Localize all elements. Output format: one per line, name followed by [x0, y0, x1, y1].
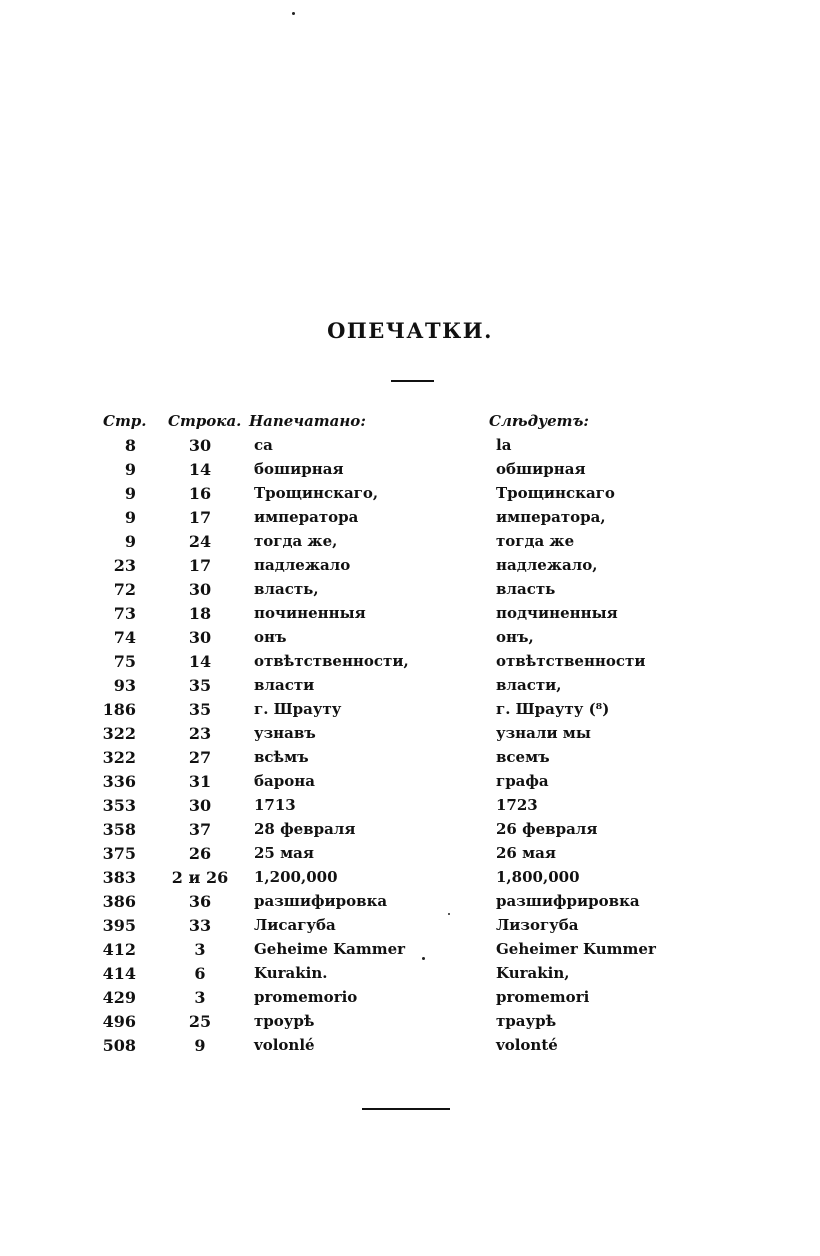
cell-printed: троурѣ [254, 1012, 315, 1030]
cell-should-be: Geheimer Kummer [496, 940, 656, 958]
cell-should-be: Лизогуба [496, 916, 579, 934]
cell-should-be: графа [496, 772, 549, 790]
cell-should-be: Kurakin, [496, 964, 570, 982]
cell-page: 9 [124, 508, 136, 527]
header-should-be: Слѣдуетъ: [489, 412, 589, 430]
cell-should-be: всемъ [496, 748, 550, 766]
cell-page: 395 [102, 916, 136, 935]
errata-row [0, 1010, 820, 1034]
cell-printed: боширная [254, 460, 344, 478]
cell-page: 74 [113, 628, 136, 647]
errata-row [0, 674, 820, 698]
cell-printed: Geheime Kammer [254, 940, 406, 958]
cell-should-be: онъ, [496, 628, 534, 646]
errata-row [0, 434, 820, 458]
errata-row [0, 578, 820, 602]
cell-page: 73 [113, 604, 136, 623]
cell-page: 75 [113, 652, 136, 671]
errata-table-header [0, 412, 820, 434]
errata-row [0, 626, 820, 650]
cell-line: 26 [188, 844, 212, 863]
errata-table-body [0, 434, 820, 1058]
errata-row [0, 770, 820, 794]
errata-row [0, 938, 820, 962]
cell-line: 31 [188, 772, 212, 791]
cell-printed: тогда же, [254, 532, 338, 550]
errata-row [0, 1034, 820, 1058]
cell-should-be: 1723 [496, 796, 538, 814]
errata-row [0, 554, 820, 578]
cell-printed: Kurakin. [254, 964, 328, 982]
cell-printed: 25 мая [254, 844, 314, 862]
cell-page: 93 [113, 676, 136, 695]
cell-should-be: la [496, 436, 512, 454]
cell-should-be: узнали мы [496, 724, 591, 742]
cell-printed: узнавъ [254, 724, 316, 742]
cell-printed: власти [254, 676, 315, 694]
cell-printed: 1713 [254, 796, 296, 814]
cell-page: 353 [102, 796, 136, 815]
cell-page: 9 [124, 460, 136, 479]
errata-row [0, 746, 820, 770]
cell-line: 23 [188, 724, 212, 743]
cell-should-be: траурѣ [496, 1012, 557, 1030]
cell-line: 2 и 26 [171, 868, 229, 887]
cell-line: 24 [188, 532, 212, 551]
cell-line: 30 [188, 436, 212, 455]
errata-row [0, 482, 820, 506]
cell-should-be: 26 мая [496, 844, 556, 862]
cell-line: 16 [188, 484, 212, 503]
cell-page: 412 [102, 940, 136, 959]
cell-line: 35 [188, 676, 212, 695]
errata-row [0, 458, 820, 482]
cell-printed: падлежало [254, 556, 351, 574]
cell-printed: власть, [254, 580, 319, 598]
cell-printed: починенныя [254, 604, 366, 622]
cell-should-be: Трощинскаго [496, 484, 615, 502]
cell-should-be: императора, [496, 508, 606, 526]
cell-page: 8 [124, 436, 136, 455]
cell-should-be: 26 февраля [496, 820, 598, 838]
cell-line: 6 [194, 964, 206, 983]
cell-page: 23 [113, 556, 136, 575]
cell-should-be: volonté [496, 1036, 558, 1054]
cell-line: 30 [188, 580, 212, 599]
cell-page: 383 [102, 868, 136, 887]
cell-line: 17 [188, 556, 212, 575]
cell-line: 37 [188, 820, 212, 839]
cell-page: 414 [102, 964, 136, 983]
cell-printed: барона [254, 772, 315, 790]
cell-page: 508 [102, 1036, 136, 1055]
errata-row [0, 602, 820, 626]
cell-should-be: 1,800,000 [496, 868, 580, 886]
page-title: ОПЕЧАТКИ. [327, 318, 493, 343]
cell-should-be: обширная [496, 460, 586, 478]
cell-printed: Лисагуба [254, 916, 336, 934]
cell-should-be: разшифрировка [496, 892, 640, 910]
cell-printed: са [254, 436, 273, 454]
cell-line: 30 [188, 628, 212, 647]
cell-line: 25 [188, 1012, 212, 1031]
errata-row [0, 530, 820, 554]
errata-row [0, 962, 820, 986]
cell-should-be: власть [496, 580, 556, 598]
cell-printed: императора [254, 508, 359, 526]
errata-row [0, 794, 820, 818]
cell-page: 9 [124, 484, 136, 503]
cell-page: 322 [102, 724, 136, 743]
cell-line: 18 [188, 604, 212, 623]
cell-printed: отвѣтственности, [254, 652, 409, 670]
print-speck [292, 12, 295, 15]
cell-page: 375 [102, 844, 136, 863]
cell-should-be: подчиненныя [496, 604, 618, 622]
cell-line: 33 [188, 916, 212, 935]
cell-should-be: г. Шрауту (⁸) [496, 700, 610, 718]
title-divider [391, 380, 434, 382]
cell-page: 322 [102, 748, 136, 767]
errata-row [0, 506, 820, 530]
cell-printed: г. Шрауту [254, 700, 342, 718]
cell-printed: 28 февраля [254, 820, 356, 838]
cell-page: 72 [113, 580, 136, 599]
header-printed: Напечатано: [249, 412, 366, 430]
cell-printed: всѣмъ [254, 748, 309, 766]
cell-should-be: власти, [496, 676, 562, 694]
cell-line: 35 [188, 700, 212, 719]
cell-page: 386 [102, 892, 136, 911]
cell-line: 17 [188, 508, 212, 527]
cell-should-be: promemori [496, 988, 590, 1006]
cell-page: 336 [102, 772, 136, 791]
cell-printed: 1,200,000 [254, 868, 338, 886]
cell-should-be: отвѣтственности [496, 652, 646, 670]
errata-row [0, 698, 820, 722]
cell-should-be: тогда же [496, 532, 575, 550]
errata-row [0, 818, 820, 842]
errata-row [0, 866, 820, 890]
cell-printed: онъ [254, 628, 287, 646]
errata-row [0, 650, 820, 674]
cell-line: 3 [194, 940, 206, 959]
cell-printed: разшифировка [254, 892, 388, 910]
cell-printed: promemorio [254, 988, 358, 1006]
cell-line: 14 [188, 652, 212, 671]
cell-page: 429 [102, 988, 136, 1007]
header-page: Стр. [103, 412, 147, 430]
errata-row [0, 722, 820, 746]
cell-should-be: надлежало, [496, 556, 598, 574]
header-line: Строка. [168, 412, 242, 430]
cell-line: 30 [188, 796, 212, 815]
cell-page: 186 [102, 700, 136, 719]
cell-line: 27 [188, 748, 212, 767]
errata-row [0, 914, 820, 938]
cell-line: 36 [188, 892, 212, 911]
cell-printed: Трощинскаго, [254, 484, 379, 502]
cell-page: 358 [102, 820, 136, 839]
cell-page: 9 [124, 532, 136, 551]
errata-row [0, 890, 820, 914]
errata-row [0, 986, 820, 1010]
cell-line: 14 [188, 460, 212, 479]
errata-row [0, 842, 820, 866]
cell-printed: volonlé [254, 1036, 315, 1054]
cell-line: 3 [194, 988, 206, 1007]
bottom-divider [362, 1108, 450, 1110]
cell-line: 9 [194, 1036, 206, 1055]
cell-page: 496 [102, 1012, 136, 1031]
